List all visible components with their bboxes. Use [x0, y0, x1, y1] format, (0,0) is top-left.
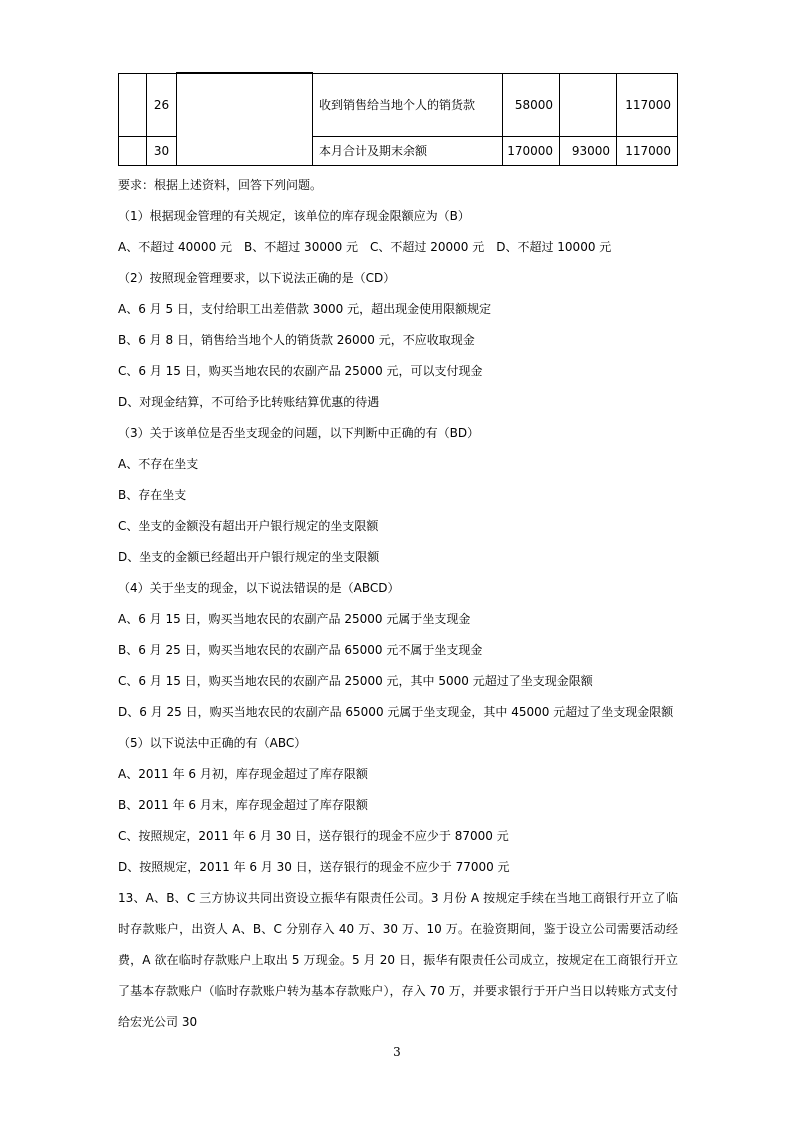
question-4-option-d: D、6 月 25 日，购买当地农民的农副产品 65000 元属于坐支现金，其中 45000 元超过了坐支现金限额	[118, 705, 674, 719]
page-number: 3	[393, 1045, 401, 1059]
question-3-option-b: B、存在坐支	[118, 488, 187, 502]
question-1: （1）根据现金管理的有关规定，该单位的库存现金限额应为（B）	[118, 209, 470, 223]
question-3: （3）关于该单位是否坐支现金的问题，以下判断中正确的有（BD）	[118, 426, 480, 440]
month-cell	[119, 73, 147, 136]
cash-journal-table	[118, 72, 678, 166]
day-cell: 26	[147, 73, 177, 136]
question-3-option-d: D、坐支的金额已经超出开户银行规定的坐支限额	[118, 550, 380, 564]
question-2-option-d: D、对现金结算，不可给予比转账结算优惠的待遇	[118, 395, 380, 409]
credit-cell: 93000	[560, 136, 617, 165]
question-5-option-a: A、2011 年 6 月初，库存现金超过了库存限额	[118, 767, 368, 781]
question-4-option-b: B、6 月 25 日，购买当地农民的农副产品 65000 元不属于坐支现金	[118, 643, 483, 657]
case-13-paragraph: 13、A、B、C 三方协议共同出资设立振华有限责任公司。3 月份 A 按规定手续在当地工商银行开立了临时存款账户，出资人 A、B、C 分别存入 40 万、30 万、10 万。在验资期间，鉴于设立公司需要活动经费，A 欲在临时存款账户上取出 5 万现金。5 月 20 日，振华有限责任公司成立，按规定在工商银行开立了基本存款账户（临时存款账户转为基本存款账户），存入 70 万，并要求银行于开户当日以转账方式支付给宏光公司 30	[118, 891, 678, 1029]
balance-cell: 117000	[617, 136, 678, 165]
question-1-options: A、不超过 40000 元 B、不超过 30000 元 C、不超过 20000 元 D、不超过 10000 元	[118, 240, 612, 254]
question-2: （2）按照现金管理要求，以下说法正确的是（CD）	[118, 271, 396, 285]
day-cell: 30	[147, 136, 177, 165]
question-2-option-c: C、6 月 15 日，购买当地农民的农副产品 25000 元，可以支付现金	[118, 364, 483, 378]
table-row	[119, 73, 678, 136]
question-2-option-a: A、6 月 5 日，支付给职工出差借款 3000 元，超出现金使用限额规定	[118, 302, 492, 316]
requirement-intro: 要求：根据上述资料，回答下列问题。	[118, 178, 323, 192]
summary-cell: 本月合计及期末余额	[313, 136, 503, 165]
question-3-option-a: A、不存在坐支	[118, 457, 199, 471]
question-2-option-b: B、6 月 8 日，销售给当地个人的销货款 26000 元，不应收取现金	[118, 333, 475, 347]
question-3-option-c: C、坐支的金额没有超出开户银行规定的坐支限额	[118, 519, 379, 533]
question-5-option-d: D、按照规定，2011 年 6 月 30 日，送存银行的现金不应少于 77000 元	[118, 860, 510, 874]
voucher-cell	[177, 73, 313, 165]
month-cell	[119, 136, 147, 165]
question-5: （5）以下说法中正确的有（ABC）	[118, 736, 307, 750]
summary-cell: 收到销售给当地个人的销货款	[313, 73, 503, 136]
credit-cell	[560, 73, 617, 136]
document-body	[118, 170, 678, 1038]
question-5-option-b: B、2011 年 6 月末，库存现金超过了库存限额	[118, 798, 368, 812]
question-5-option-c: C、按照规定，2011 年 6 月 30 日，送存银行的现金不应少于 87000 元	[118, 829, 509, 843]
debit-cell: 170000	[503, 136, 560, 165]
question-4-option-a: A、6 月 15 日，购买当地农民的农副产品 25000 元属于坐支现金	[118, 612, 471, 626]
debit-cell: 58000	[503, 73, 560, 136]
question-4-option-c: C、6 月 15 日，购买当地农民的农副产品 25000 元，其中 5000 元超过了坐支现金限额	[118, 674, 593, 688]
question-4: （4）关于坐支的现金，以下说法错误的是（ABCD）	[118, 581, 400, 595]
balance-cell: 117000	[617, 73, 678, 136]
